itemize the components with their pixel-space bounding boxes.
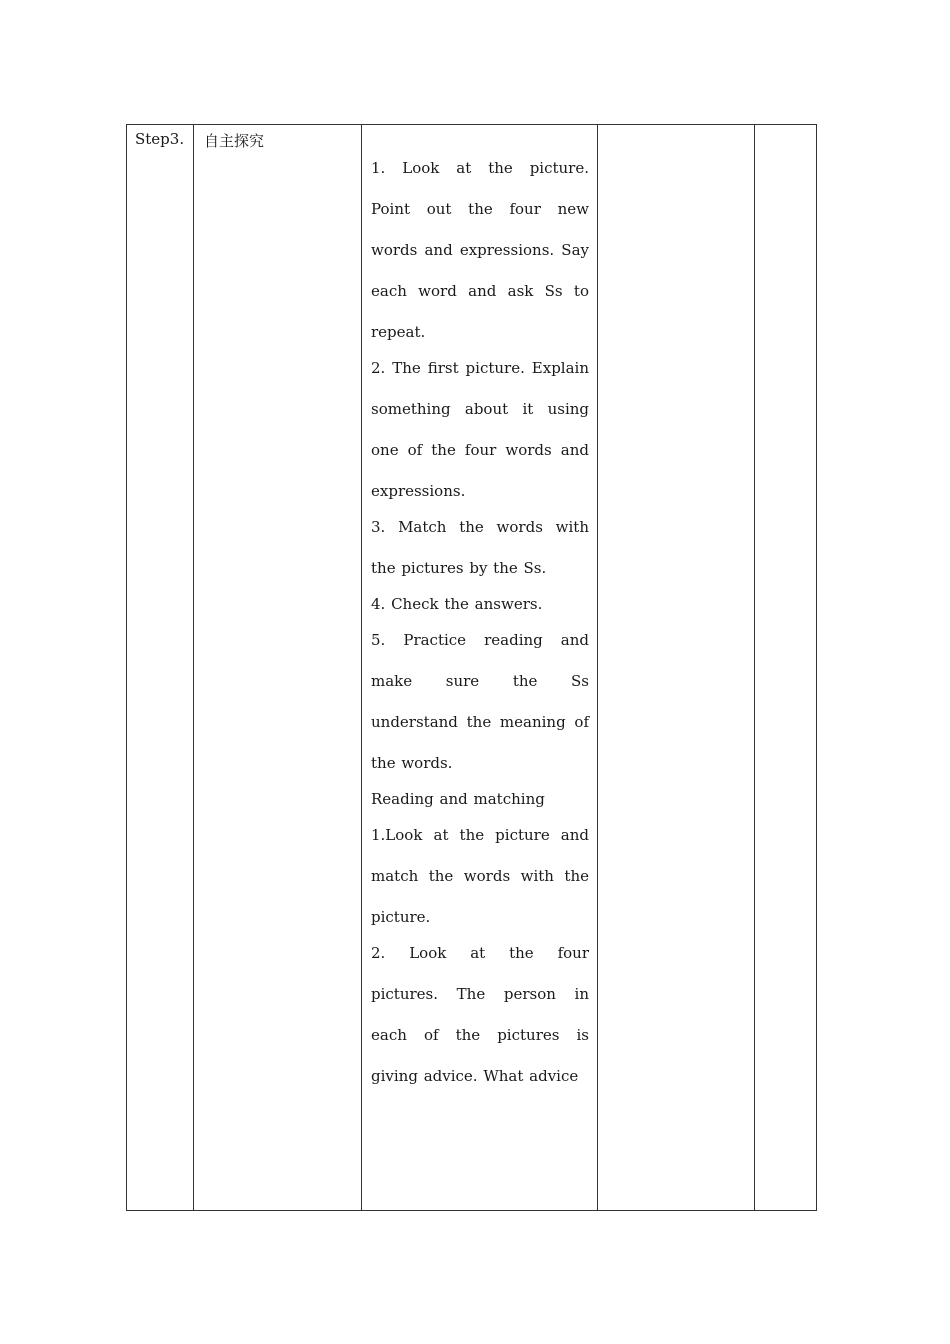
activity-cell [362, 125, 598, 1211]
table-row [127, 125, 817, 1211]
reading-item-1: 1.Look at the picture and match the words with the picture. [371, 826, 589, 926]
activity-item-1: 1. Look at the picture. Point out the four new words and expressions. Say each word and ask Ss to repeat. [371, 159, 589, 341]
step-cell [127, 125, 194, 1211]
reading-item-2: 2. Look at the four pictures. The person in each of the pictures is giving advice. What advice [371, 944, 589, 1085]
section-heading: Reading and matching [371, 790, 545, 808]
activity-content [362, 125, 597, 1097]
activity-item-4: 4. Check the answers. [371, 595, 543, 613]
step-label: Step3. [135, 130, 185, 148]
activity-item-3: 3. Match the words with the pictures by the Ss. [371, 518, 589, 577]
activity-item-5: 5. Practice reading and make sure the Ss understand the meaning of the words. [371, 631, 589, 772]
notes-cell [598, 125, 755, 1211]
mode-label: 自主探究 [204, 132, 265, 150]
lesson-plan-table [126, 124, 817, 1211]
mode-cell [194, 125, 362, 1211]
activity-item-2: 2. The first picture. Explain something about it using one of the four words and expressions. [371, 359, 589, 500]
extra-cell [755, 125, 817, 1211]
